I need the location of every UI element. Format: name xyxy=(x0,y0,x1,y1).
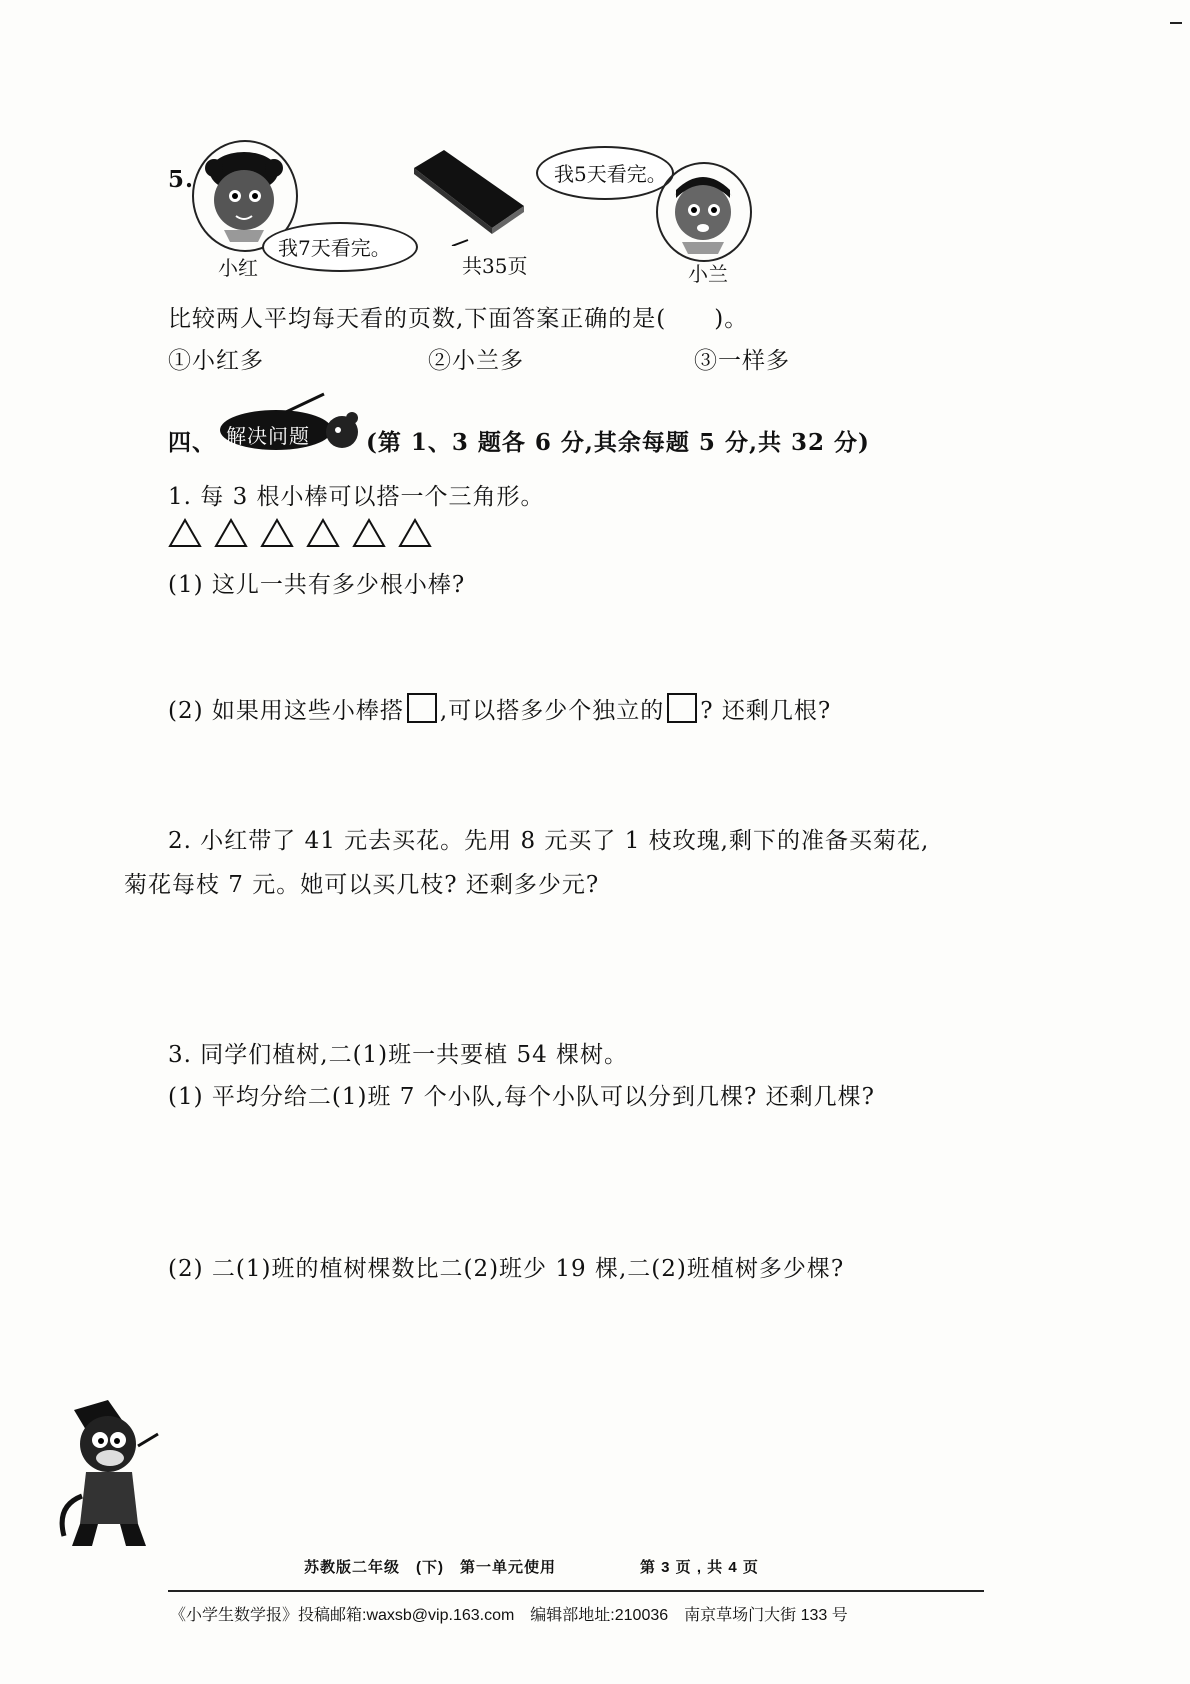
q5-question: 比较两人平均每天看的页数,下面答案正确的是( )。 xyxy=(168,306,749,332)
footer-page: 第 3 页 , 共 4 页 xyxy=(640,1559,759,1576)
square-icon xyxy=(407,693,437,723)
margin-mark xyxy=(1170,22,1182,24)
p2-line2: 菊花每枝 7 元。她可以买几枝? 还剩多少元? xyxy=(124,872,600,898)
section-points: (第 1、3 题各 6 分,其余每题 5 分,共 32 分) xyxy=(366,429,870,456)
option-3: ③一样多 xyxy=(694,348,790,374)
p1-sub2-part-a: (2) 如果用这些小棒搭 xyxy=(168,698,404,724)
xiaohong-name: 小红 xyxy=(218,256,258,280)
cat-mascot-icon xyxy=(52,1396,172,1552)
book-caption: 共35页 xyxy=(462,254,528,278)
p1-sub2 xyxy=(168,692,831,725)
triangle-icon xyxy=(214,518,248,548)
p1-sub2-part-c: ? 还剩几根? xyxy=(700,698,832,724)
xiaolan-name: 小兰 xyxy=(688,262,728,286)
option-1: ①小红多 xyxy=(168,348,264,374)
book-icon xyxy=(408,150,528,246)
p1-sub1: (1) 这儿一共有多少根小棒? xyxy=(168,572,466,598)
p1-sub2-part-b: ,可以搭多少个独立的 xyxy=(439,698,665,724)
triangle-row xyxy=(168,518,432,548)
option-2: ②小兰多 xyxy=(428,348,524,374)
question-number: 5. xyxy=(168,166,195,193)
p3-sub2: (2) 二(1)班的植树棵数比二(2)班少 19 棵,二(2)班植树多少棵? xyxy=(168,1256,845,1282)
triangle-icon xyxy=(398,518,432,548)
p3-stem: 3. 同学们植树,二(1)班一共要植 54 棵树。 xyxy=(168,1042,629,1068)
triangle-icon xyxy=(260,518,294,548)
footer-divider xyxy=(168,1590,984,1592)
p3-sub1: (1) 平均分给二(1)班 7 个小队,每个小队可以分到几棵? 还剩几棵? xyxy=(168,1084,876,1110)
xiaohong-speech: 我7天看完。 xyxy=(278,236,391,260)
triangle-icon xyxy=(352,518,386,548)
footer-edition: 苏教版二年级 (下) 第一单元使用 xyxy=(304,1559,556,1576)
triangle-icon xyxy=(306,518,340,548)
p2-line1: 2. 小红带了 41 元去买花。先用 8 元买了 1 枝玫瑰,剩下的准备买菊花, xyxy=(168,828,930,854)
triangle-icon xyxy=(168,518,202,548)
p1-stem: 1. 每 3 根小棒可以搭一个三角形。 xyxy=(168,484,545,510)
section-badge-label: 解决问题 xyxy=(226,424,310,448)
square-icon xyxy=(667,693,697,723)
footer-contact: 《小学生数学报》投稿邮箱:waxsb@vip.163.com 编辑部地址:210036 南京草场门大街 133 号 xyxy=(170,1607,848,1624)
xiaolan-speech: 我5天看完。 xyxy=(554,162,667,186)
section-number: 四、 xyxy=(168,429,216,456)
boy-face-icon xyxy=(662,168,744,254)
girl-face-icon xyxy=(198,146,290,242)
